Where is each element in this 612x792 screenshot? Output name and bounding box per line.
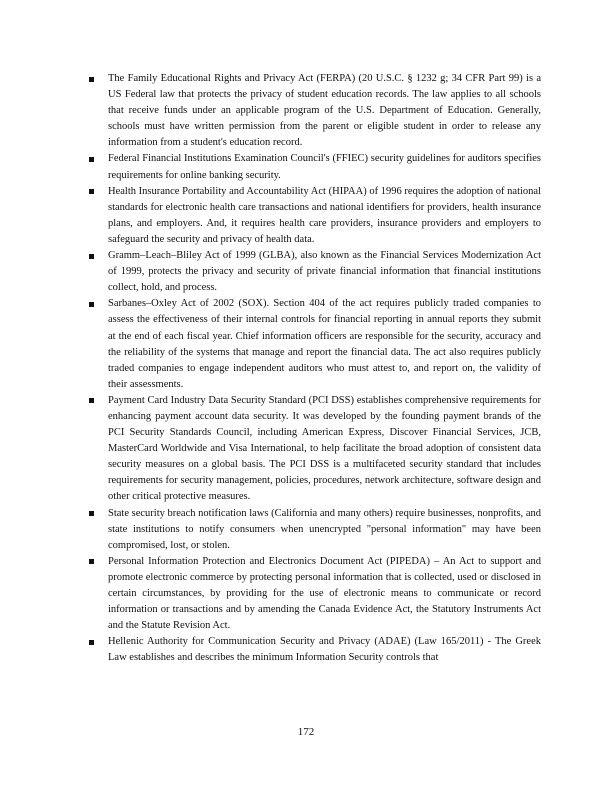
list-item [89,184,541,248]
list-item [89,151,541,183]
list-item [89,393,541,506]
square-bullet-icon [89,559,94,564]
list-item-text: Gramm–Leach–Bliley Act of 1999 (GLBA), also known as the Financial Services Modernization Act of 1999, protects the privacy and security of private financial information that financial institutions collect, hold, and process. [108,250,541,294]
square-bullet-icon [89,398,94,403]
square-bullet-icon [89,302,94,307]
list-item [89,71,541,151]
square-bullet-icon [89,157,94,162]
list-item-text: The Family Educational Rights and Privacy Act (FERPA) (20 U.S.C. § 1232 g; 34 CFR Part 99) is a US Federal law that protects the privacy of student education records. The law applies to all schools that receive funds under an applicable program of the U.S. Department of Education. Generally, schools must have written permission from the parent or eligible student in order to release any information from a student's education record. [108,73,541,149]
list-item-text: Hellenic Authority for Communication Security and Privacy (ADAE) (Law 165/2011) - The Greek Law establishes and describes the minimum Information Security controls that [108,636,541,664]
list-item-text: State security breach notification laws (California and many others) require businesses, nonprofits, and state institutions to notify consumers when unencrypted "personal information" may have been compromised, lost, or stolen. [108,507,541,551]
list-item [89,554,541,634]
square-bullet-icon [89,640,94,645]
page-number: 172 [297,726,315,738]
bullet-list [89,71,541,666]
square-bullet-icon [89,189,94,194]
list-item-text: Sarbanes–Oxley Act of 2002 (SOX). Section 404 of the act requires publicly traded companies to assess the effectiveness of their internal controls for financial reporting in annual reports they submit at the end of each fiscal year. Chief information officers are responsible for the security, accuracy and the reliability of the systems that manage and report the financial data. The act also requires publicly traded companies to engage independent auditors who must attest to, and report on, the validity of their assessments. [108,298,541,390]
list-item-text: Federal Financial Institutions Examination Council's (FFIEC) security guidelines for auditors specifies requirements for online banking security. [108,153,541,181]
list-item [89,506,541,554]
list-item-text: Personal Information Protection and Electronics Document Act (PIPEDA) – An Act to support and promote electronic commerce by protecting personal information that is collected, used or disclosed in certain circumstances, by providing for the use of electronic means to communicate or record information or transactions and by amending the Canada Evidence Act, the Statutory Instruments Act and the Statute Revision Act. [108,555,541,632]
list-item [89,296,541,393]
square-bullet-icon [89,77,94,82]
list-item-text: Payment Card Industry Data Security Standard (PCI DSS) establishes comprehensive requirements for enhancing payment account data security. It was developed by the founding payment brands of the PCI Security Standards Council, including American Express, Discover Financial Services, JCB, MasterCard Worldwide and Visa International, to help facilitate the broad adoption of consistent data security measures on a global basis. The PCI DSS is a multifaceted security standard that includes requirements for security management, policies, procedures, network architecture, software design and other critical protective measures. [108,394,541,503]
list-item [89,248,541,296]
square-bullet-icon [89,254,94,259]
square-bullet-icon [89,511,94,516]
list-item [89,634,541,666]
list-item-text: Health Insurance Portability and Accountability Act (HIPAA) of 1996 requires the adoption of national standards for electronic health care transactions and national identifiers for providers, health insurance plans, and employers. And, it requires health care providers, insurance providers and employers to safeguard the security and privacy of health data. [108,185,541,245]
